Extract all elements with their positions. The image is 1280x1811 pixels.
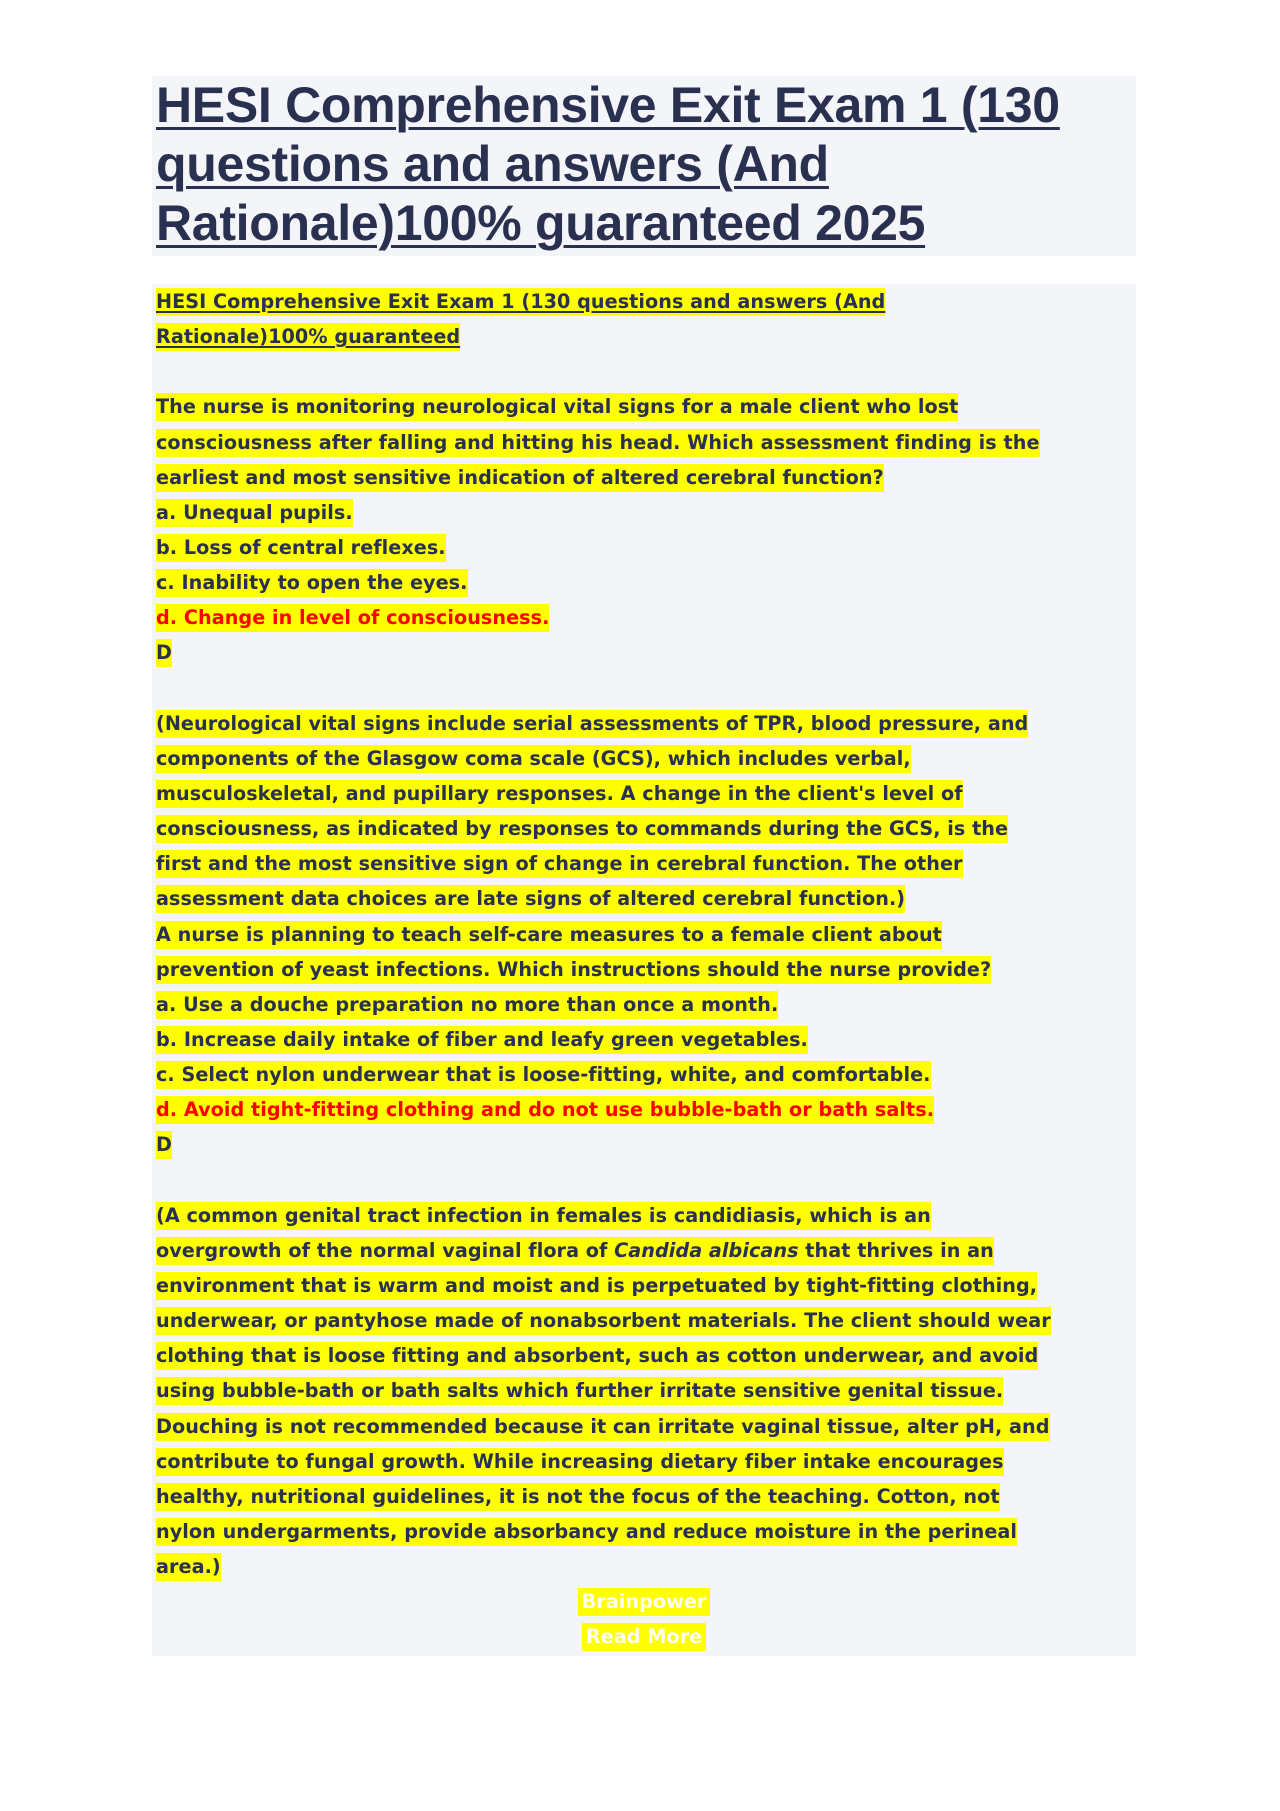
question-1-rationale-line: first and the most sensitive sign of change in cerebral function. The other: [156, 846, 1132, 881]
content-heading-line-1: HESI Comprehensive Exit Exam 1 (130 questions and answers (And: [156, 284, 1132, 319]
question-2-option-c: c. Select nylon underwear that is loose-fitting, white, and comfortable.: [156, 1057, 1132, 1092]
title-block: [152, 76, 1136, 256]
question-1-answer-key: D: [156, 635, 1132, 670]
question-1-rationale-line: assessment data choices are late signs of altered cerebral function.): [156, 881, 1132, 916]
title-line-3: Rationale)100% guaranteed 2025: [156, 195, 926, 251]
question-2-text-line: prevention of yeast infections. Which instructions should the nurse provide?: [156, 952, 1132, 987]
question-1-option-b: b. Loss of central reflexes.: [156, 530, 1132, 565]
candida-albicans-italic: Candida albicans: [614, 1238, 799, 1262]
document-title: [152, 76, 1136, 253]
document-content: [152, 284, 1136, 1656]
question-2-rationale-line: using bubble-bath or bath salts which further irritate sensitive genital tissue.: [156, 1373, 1132, 1408]
question-1-rationale-line: components of the Glasgow coma scale (GCS), which includes verbal,: [156, 741, 1132, 776]
question-2-option-a: a. Use a douche preparation no more than once a month.: [156, 987, 1132, 1022]
question-1-option-a: a. Unequal pupils.: [156, 495, 1132, 530]
question-1-rationale-line: musculoskeletal, and pupillary responses. A change in the client's level of: [156, 776, 1132, 811]
blank-line: [156, 1163, 1132, 1198]
question-2-correct-option-d: d. Avoid tight-fitting clothing and do not use bubble-bath or bath salts.: [156, 1092, 1132, 1127]
question-2-rationale-line: healthy, nutritional guidelines, it is not the focus of the teaching. Cotton, not: [156, 1479, 1132, 1514]
read-more-link[interactable]: [156, 1619, 1132, 1654]
question-2-rationale-line: Douching is not recommended because it can irritate vaginal tissue, alter pH, and: [156, 1409, 1132, 1444]
question-2-rationale-line: area.): [156, 1549, 1132, 1584]
question-2-rationale-line: contribute to fungal growth. While increasing dietary fiber intake encourages: [156, 1444, 1132, 1479]
question-1-rationale-line: (Neurological vital signs include serial assessments of TPR, blood pressure, and: [156, 706, 1132, 741]
question-2-rationale-line-candida: [156, 1233, 1132, 1268]
question-2-text-line: A nurse is planning to teach self-care measures to a female client about: [156, 917, 1132, 952]
question-1-rationale-line: consciousness, as indicated by responses to commands during the GCS, is the: [156, 811, 1132, 846]
question-1-text-line: consciousness after falling and hitting his head. Which assessment finding is the: [156, 425, 1132, 460]
candida-line-before: overgrowth of the normal vaginal flora of: [156, 1238, 615, 1262]
candida-line-after: that thrives in an: [798, 1238, 994, 1262]
brainpower-label[interactable]: Brainpower: [578, 1588, 711, 1616]
question-1-option-c: c. Inability to open the eyes.: [156, 565, 1132, 600]
title-line-2: questions and answers (And: [156, 136, 829, 192]
content-heading-line-2: Rationale)100% guaranteed: [156, 319, 1132, 354]
question-2-option-b: b. Increase daily intake of fiber and leafy green vegetables.: [156, 1022, 1132, 1057]
title-line-1: HESI Comprehensive Exit Exam 1 (130: [156, 77, 1060, 133]
blank-line: [156, 354, 1132, 389]
question-2-rationale-line: (A common genital tract infection in females is candidiasis, which is an: [156, 1198, 1132, 1233]
question-1-text-line: earliest and most sensitive indication of altered cerebral function?: [156, 460, 1132, 495]
question-2-rationale-line: clothing that is loose fitting and absorbent, such as cotton underwear, and avoid: [156, 1338, 1132, 1373]
question-2-rationale-line: underwear, or pantyhose made of nonabsorbent materials. The client should wear: [156, 1303, 1132, 1338]
question-2-rationale-line: nylon undergarments, provide absorbancy and reduce moisture in the perineal: [156, 1514, 1132, 1549]
blank-line: [156, 671, 1132, 706]
content-lines: [156, 284, 1132, 1654]
question-2-answer-key: D: [156, 1127, 1132, 1162]
question-2-rationale-line: environment that is warm and moist and is perpetuated by tight-fitting clothing,: [156, 1268, 1132, 1303]
question-1-text-line: The nurse is monitoring neurological vital signs for a male client who lost: [156, 389, 1132, 424]
brainpower-link[interactable]: [156, 1584, 1132, 1619]
read-more-label[interactable]: Read More: [582, 1623, 706, 1651]
question-1-correct-option-d: d. Change in level of consciousness.: [156, 600, 1132, 635]
